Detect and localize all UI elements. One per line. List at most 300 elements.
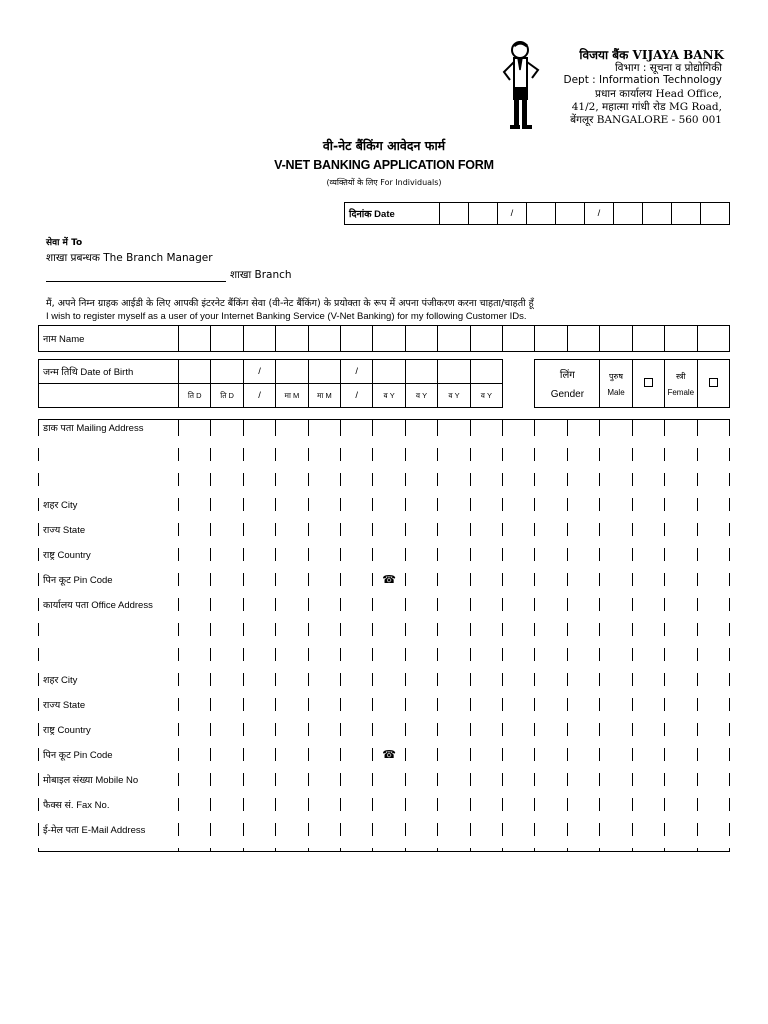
entry-cell[interactable] [697, 542, 730, 567]
entry-cell[interactable] [341, 817, 373, 842]
entry-cell[interactable] [211, 842, 243, 852]
entry-cell[interactable] [243, 592, 275, 617]
entry-cell[interactable] [438, 842, 470, 852]
entry-cell[interactable] [600, 617, 632, 642]
entry-cell[interactable] [308, 567, 340, 592]
name-cell[interactable] [243, 326, 275, 352]
entry-cell[interactable] [697, 767, 730, 792]
entry-cell[interactable] [665, 517, 697, 542]
entry-cell[interactable] [600, 767, 632, 792]
entry-cell[interactable] [503, 567, 535, 592]
name-cell[interactable] [632, 326, 664, 352]
entry-cell[interactable] [665, 567, 697, 592]
entry-cell[interactable] [308, 792, 340, 817]
office-address-line[interactable] [39, 617, 179, 642]
entry-cell[interactable] [179, 542, 211, 567]
entry-cell[interactable] [373, 717, 405, 742]
entry-cell[interactable] [373, 617, 405, 642]
entry-cell[interactable] [567, 767, 599, 792]
entry-cell[interactable] [211, 642, 243, 667]
date-cell[interactable] [440, 203, 469, 225]
entry-cell[interactable] [308, 592, 340, 617]
entry-cell[interactable] [405, 842, 437, 852]
entry-cell[interactable] [503, 792, 535, 817]
entry-cell[interactable] [179, 692, 211, 717]
entry-cell[interactable] [470, 542, 502, 567]
entry-cell[interactable] [503, 442, 535, 467]
entry-cell[interactable] [276, 842, 308, 852]
entry-cell[interactable] [600, 717, 632, 742]
entry-cell[interactable] [697, 517, 730, 542]
entry-cell[interactable] [179, 717, 211, 742]
entry-cell[interactable] [470, 567, 502, 592]
entry-cell[interactable] [308, 542, 340, 567]
name-cell[interactable] [567, 326, 599, 352]
entry-cell[interactable] [438, 817, 470, 842]
entry-cell[interactable] [211, 517, 243, 542]
entry-cell[interactable] [438, 767, 470, 792]
name-cell[interactable] [665, 326, 697, 352]
entry-cell[interactable] [567, 792, 599, 817]
date-cell[interactable] [469, 203, 498, 225]
entry-cell[interactable] [665, 792, 697, 817]
entry-cell[interactable] [503, 420, 535, 442]
dob-cell[interactable] [438, 360, 470, 384]
entry-cell[interactable] [503, 767, 535, 792]
office-address-line[interactable] [39, 642, 179, 667]
entry-cell[interactable] [632, 642, 664, 667]
entry-cell[interactable] [438, 517, 470, 542]
entry-cell[interactable] [405, 817, 437, 842]
entry-cell[interactable] [665, 442, 697, 467]
entry-cell[interactable] [535, 592, 567, 617]
entry-cell[interactable] [308, 692, 340, 717]
entry-cell[interactable] [535, 617, 567, 642]
entry-cell[interactable] [243, 442, 275, 467]
entry-cell[interactable] [405, 517, 437, 542]
entry-cell[interactable] [243, 767, 275, 792]
entry-cell[interactable] [243, 692, 275, 717]
entry-cell[interactable] [535, 842, 567, 852]
entry-cell[interactable] [211, 420, 243, 442]
entry-cell[interactable] [470, 792, 502, 817]
email-line[interactable] [39, 842, 179, 852]
entry-cell[interactable] [503, 592, 535, 617]
entry-cell[interactable] [341, 492, 373, 517]
entry-cell[interactable] [341, 642, 373, 667]
name-cell[interactable] [373, 326, 405, 352]
entry-cell[interactable] [470, 492, 502, 517]
entry-cell[interactable] [632, 542, 664, 567]
entry-cell[interactable] [243, 492, 275, 517]
entry-cell[interactable] [567, 642, 599, 667]
entry-cell[interactable] [470, 442, 502, 467]
entry-cell[interactable] [373, 592, 405, 617]
entry-cell[interactable] [438, 792, 470, 817]
name-cell[interactable] [211, 326, 243, 352]
entry-cell[interactable] [308, 767, 340, 792]
entry-cell[interactable] [470, 667, 502, 692]
entry-cell[interactable] [567, 742, 599, 767]
entry-cell[interactable] [179, 792, 211, 817]
entry-cell[interactable] [600, 420, 632, 442]
entry-cell[interactable] [665, 667, 697, 692]
entry-cell[interactable] [405, 442, 437, 467]
entry-cell[interactable] [179, 420, 211, 442]
entry-cell[interactable] [697, 467, 730, 492]
entry-cell[interactable] [697, 492, 730, 517]
entry-cell[interactable] [535, 667, 567, 692]
entry-cell[interactable] [211, 767, 243, 792]
entry-cell[interactable] [503, 842, 535, 852]
entry-cell[interactable] [276, 542, 308, 567]
entry-cell[interactable] [567, 567, 599, 592]
entry-cell[interactable] [632, 517, 664, 542]
entry-cell[interactable] [632, 617, 664, 642]
entry-cell[interactable] [438, 467, 470, 492]
entry-cell[interactable] [535, 517, 567, 542]
entry-cell[interactable] [665, 742, 697, 767]
entry-cell[interactable] [276, 517, 308, 542]
entry-cell[interactable] [276, 642, 308, 667]
entry-cell[interactable] [503, 817, 535, 842]
entry-cell[interactable] [243, 542, 275, 567]
entry-cell[interactable] [373, 842, 405, 852]
entry-cell[interactable] [243, 617, 275, 642]
entry-cell[interactable] [211, 817, 243, 842]
entry-cell[interactable] [567, 542, 599, 567]
entry-cell[interactable] [276, 742, 308, 767]
entry-cell[interactable] [567, 692, 599, 717]
entry-cell[interactable] [503, 667, 535, 692]
entry-cell[interactable] [600, 842, 632, 852]
entry-cell[interactable] [341, 717, 373, 742]
entry-cell[interactable] [535, 642, 567, 667]
entry-cell[interactable] [697, 817, 730, 842]
entry-cell[interactable] [243, 667, 275, 692]
entry-cell[interactable] [632, 667, 664, 692]
entry-cell[interactable] [276, 467, 308, 492]
entry-cell[interactable] [308, 667, 340, 692]
entry-cell[interactable] [243, 567, 275, 592]
name-cell[interactable] [470, 326, 502, 352]
entry-cell[interactable] [503, 542, 535, 567]
entry-cell[interactable] [600, 817, 632, 842]
entry-cell[interactable] [405, 642, 437, 667]
entry-cell[interactable] [470, 692, 502, 717]
entry-cell[interactable] [276, 767, 308, 792]
entry-cell[interactable] [243, 717, 275, 742]
entry-cell[interactable] [405, 467, 437, 492]
entry-cell[interactable] [243, 817, 275, 842]
entry-cell[interactable] [697, 442, 730, 467]
entry-cell[interactable] [632, 792, 664, 817]
name-cell[interactable] [503, 326, 535, 352]
entry-cell[interactable] [535, 567, 567, 592]
entry-cell[interactable] [276, 792, 308, 817]
entry-cell[interactable] [341, 420, 373, 442]
entry-cell[interactable] [632, 567, 664, 592]
entry-cell[interactable] [179, 817, 211, 842]
entry-cell[interactable] [308, 442, 340, 467]
entry-cell[interactable] [600, 792, 632, 817]
entry-cell[interactable] [535, 542, 567, 567]
entry-cell[interactable] [600, 517, 632, 542]
entry-cell[interactable] [535, 767, 567, 792]
entry-cell[interactable] [600, 542, 632, 567]
entry-cell[interactable] [341, 767, 373, 792]
entry-cell[interactable] [438, 420, 470, 442]
entry-cell[interactable] [341, 667, 373, 692]
entry-cell[interactable] [405, 792, 437, 817]
entry-cell[interactable] [243, 517, 275, 542]
entry-cell[interactable] [179, 592, 211, 617]
entry-cell[interactable] [697, 592, 730, 617]
name-cell[interactable] [697, 326, 730, 352]
entry-cell[interactable] [341, 842, 373, 852]
entry-cell[interactable] [567, 617, 599, 642]
entry-cell[interactable] [697, 792, 730, 817]
entry-cell[interactable] [697, 742, 730, 767]
entry-cell[interactable] [535, 442, 567, 467]
entry-cell[interactable] [276, 692, 308, 717]
entry-cell[interactable] [470, 767, 502, 792]
entry-cell[interactable] [567, 517, 599, 542]
entry-cell[interactable] [632, 420, 664, 442]
entry-cell[interactable] [470, 592, 502, 617]
name-cell[interactable] [308, 326, 340, 352]
entry-cell[interactable] [438, 717, 470, 742]
entry-cell[interactable] [373, 442, 405, 467]
dob-cell[interactable] [405, 360, 437, 384]
entry-cell[interactable] [438, 567, 470, 592]
date-cell[interactable] [672, 203, 701, 225]
entry-cell[interactable] [179, 517, 211, 542]
entry-cell[interactable] [405, 717, 437, 742]
entry-cell[interactable] [405, 667, 437, 692]
entry-cell[interactable] [211, 467, 243, 492]
female-checkbox[interactable] [697, 360, 730, 408]
entry-cell[interactable] [632, 742, 664, 767]
name-cell[interactable] [405, 326, 437, 352]
entry-cell[interactable] [276, 442, 308, 467]
entry-cell[interactable] [211, 492, 243, 517]
entry-cell[interactable] [243, 642, 275, 667]
entry-cell[interactable] [438, 667, 470, 692]
entry-cell[interactable] [697, 842, 730, 852]
entry-cell[interactable] [665, 542, 697, 567]
entry-cell[interactable] [373, 642, 405, 667]
entry-cell[interactable] [276, 717, 308, 742]
entry-cell[interactable] [308, 467, 340, 492]
entry-cell[interactable] [535, 692, 567, 717]
entry-cell[interactable] [632, 492, 664, 517]
entry-cell[interactable] [243, 792, 275, 817]
branch-name-line[interactable] [46, 281, 226, 282]
entry-cell[interactable] [665, 617, 697, 642]
entry-cell[interactable] [665, 717, 697, 742]
entry-cell[interactable] [567, 442, 599, 467]
name-cell[interactable] [276, 326, 308, 352]
entry-cell[interactable] [470, 420, 502, 442]
entry-cell[interactable] [535, 420, 567, 442]
entry-cell[interactable] [665, 492, 697, 517]
entry-cell[interactable] [470, 642, 502, 667]
entry-cell[interactable] [600, 567, 632, 592]
entry-cell[interactable] [243, 467, 275, 492]
entry-cell[interactable] [341, 792, 373, 817]
male-checkbox[interactable] [632, 360, 664, 408]
entry-cell[interactable] [243, 420, 275, 442]
entry-cell[interactable] [179, 567, 211, 592]
date-cell[interactable] [527, 203, 556, 225]
mailing-address-line[interactable] [39, 442, 179, 467]
entry-cell[interactable] [665, 642, 697, 667]
entry-cell[interactable] [632, 817, 664, 842]
entry-cell[interactable] [438, 542, 470, 567]
entry-cell[interactable] [567, 817, 599, 842]
entry-cell[interactable] [600, 642, 632, 667]
entry-cell[interactable] [308, 717, 340, 742]
entry-cell[interactable] [600, 592, 632, 617]
entry-cell[interactable] [600, 667, 632, 692]
date-cell[interactable] [556, 203, 585, 225]
entry-cell[interactable] [503, 492, 535, 517]
dob-cell[interactable] [276, 360, 308, 384]
entry-cell[interactable] [438, 492, 470, 517]
entry-cell[interactable] [373, 817, 405, 842]
entry-cell[interactable] [503, 642, 535, 667]
entry-cell[interactable] [535, 717, 567, 742]
entry-cell[interactable] [632, 767, 664, 792]
entry-cell[interactable] [341, 542, 373, 567]
entry-cell[interactable] [341, 692, 373, 717]
entry-cell[interactable] [341, 442, 373, 467]
name-cell[interactable] [535, 326, 567, 352]
entry-cell[interactable] [308, 642, 340, 667]
entry-cell[interactable] [438, 442, 470, 467]
date-cell[interactable] [643, 203, 672, 225]
entry-cell[interactable] [308, 817, 340, 842]
dob-cell[interactable] [470, 360, 502, 384]
entry-cell[interactable] [600, 467, 632, 492]
entry-cell[interactable] [405, 492, 437, 517]
entry-cell[interactable] [405, 420, 437, 442]
entry-cell[interactable] [697, 617, 730, 642]
entry-cell[interactable] [211, 442, 243, 467]
entry-cell[interactable] [276, 492, 308, 517]
entry-cell[interactable] [211, 792, 243, 817]
entry-cell[interactable] [470, 717, 502, 742]
entry-cell[interactable] [276, 592, 308, 617]
name-cell[interactable] [600, 326, 632, 352]
date-cell[interactable] [701, 203, 730, 225]
entry-cell[interactable] [535, 742, 567, 767]
entry-cell[interactable] [665, 692, 697, 717]
entry-cell[interactable] [632, 717, 664, 742]
entry-cell[interactable] [405, 742, 437, 767]
entry-cell[interactable] [211, 592, 243, 617]
entry-cell[interactable] [405, 767, 437, 792]
entry-cell[interactable] [179, 642, 211, 667]
date-cell[interactable] [614, 203, 643, 225]
entry-cell[interactable] [535, 792, 567, 817]
entry-cell[interactable] [665, 467, 697, 492]
entry-cell[interactable] [211, 667, 243, 692]
entry-cell[interactable] [470, 517, 502, 542]
entry-cell[interactable] [341, 467, 373, 492]
entry-cell[interactable] [211, 692, 243, 717]
entry-cell[interactable] [470, 467, 502, 492]
entry-cell[interactable] [373, 542, 405, 567]
entry-cell[interactable] [697, 420, 730, 442]
entry-cell[interactable] [697, 667, 730, 692]
entry-cell[interactable] [503, 467, 535, 492]
entry-cell[interactable] [373, 467, 405, 492]
entry-cell[interactable] [438, 592, 470, 617]
entry-cell[interactable] [211, 742, 243, 767]
entry-cell[interactable] [632, 592, 664, 617]
entry-cell[interactable] [470, 617, 502, 642]
entry-cell[interactable] [341, 567, 373, 592]
entry-cell[interactable] [211, 542, 243, 567]
entry-cell[interactable] [535, 467, 567, 492]
entry-cell[interactable] [179, 742, 211, 767]
entry-cell[interactable] [179, 842, 211, 852]
entry-cell[interactable] [470, 742, 502, 767]
dob-cell[interactable] [179, 360, 211, 384]
entry-cell[interactable] [665, 842, 697, 852]
entry-cell[interactable] [373, 517, 405, 542]
entry-cell[interactable] [697, 717, 730, 742]
entry-cell[interactable] [373, 792, 405, 817]
entry-cell[interactable] [179, 667, 211, 692]
entry-cell[interactable] [179, 617, 211, 642]
entry-cell[interactable] [405, 567, 437, 592]
entry-cell[interactable] [665, 592, 697, 617]
entry-cell[interactable] [179, 492, 211, 517]
entry-cell[interactable] [697, 567, 730, 592]
entry-cell[interactable] [503, 742, 535, 767]
dob-cell[interactable] [308, 360, 340, 384]
entry-cell[interactable] [276, 667, 308, 692]
entry-cell[interactable] [373, 667, 405, 692]
entry-cell[interactable] [567, 467, 599, 492]
entry-cell[interactable] [341, 742, 373, 767]
entry-cell[interactable] [276, 617, 308, 642]
entry-cell[interactable] [632, 692, 664, 717]
entry-cell[interactable] [567, 420, 599, 442]
entry-cell[interactable] [179, 767, 211, 792]
entry-cell[interactable] [373, 492, 405, 517]
entry-cell[interactable] [276, 420, 308, 442]
entry-cell[interactable] [567, 667, 599, 692]
dob-cell[interactable] [373, 360, 405, 384]
entry-cell[interactable] [600, 492, 632, 517]
entry-cell[interactable] [503, 692, 535, 717]
name-cell[interactable] [179, 326, 211, 352]
entry-cell[interactable] [308, 492, 340, 517]
entry-cell[interactable] [276, 817, 308, 842]
entry-cell[interactable] [600, 692, 632, 717]
mailing-address-line[interactable] [39, 467, 179, 492]
entry-cell[interactable] [243, 742, 275, 767]
entry-cell[interactable] [665, 420, 697, 442]
entry-cell[interactable] [308, 517, 340, 542]
entry-cell[interactable] [503, 517, 535, 542]
entry-cell[interactable] [438, 742, 470, 767]
entry-cell[interactable] [373, 420, 405, 442]
